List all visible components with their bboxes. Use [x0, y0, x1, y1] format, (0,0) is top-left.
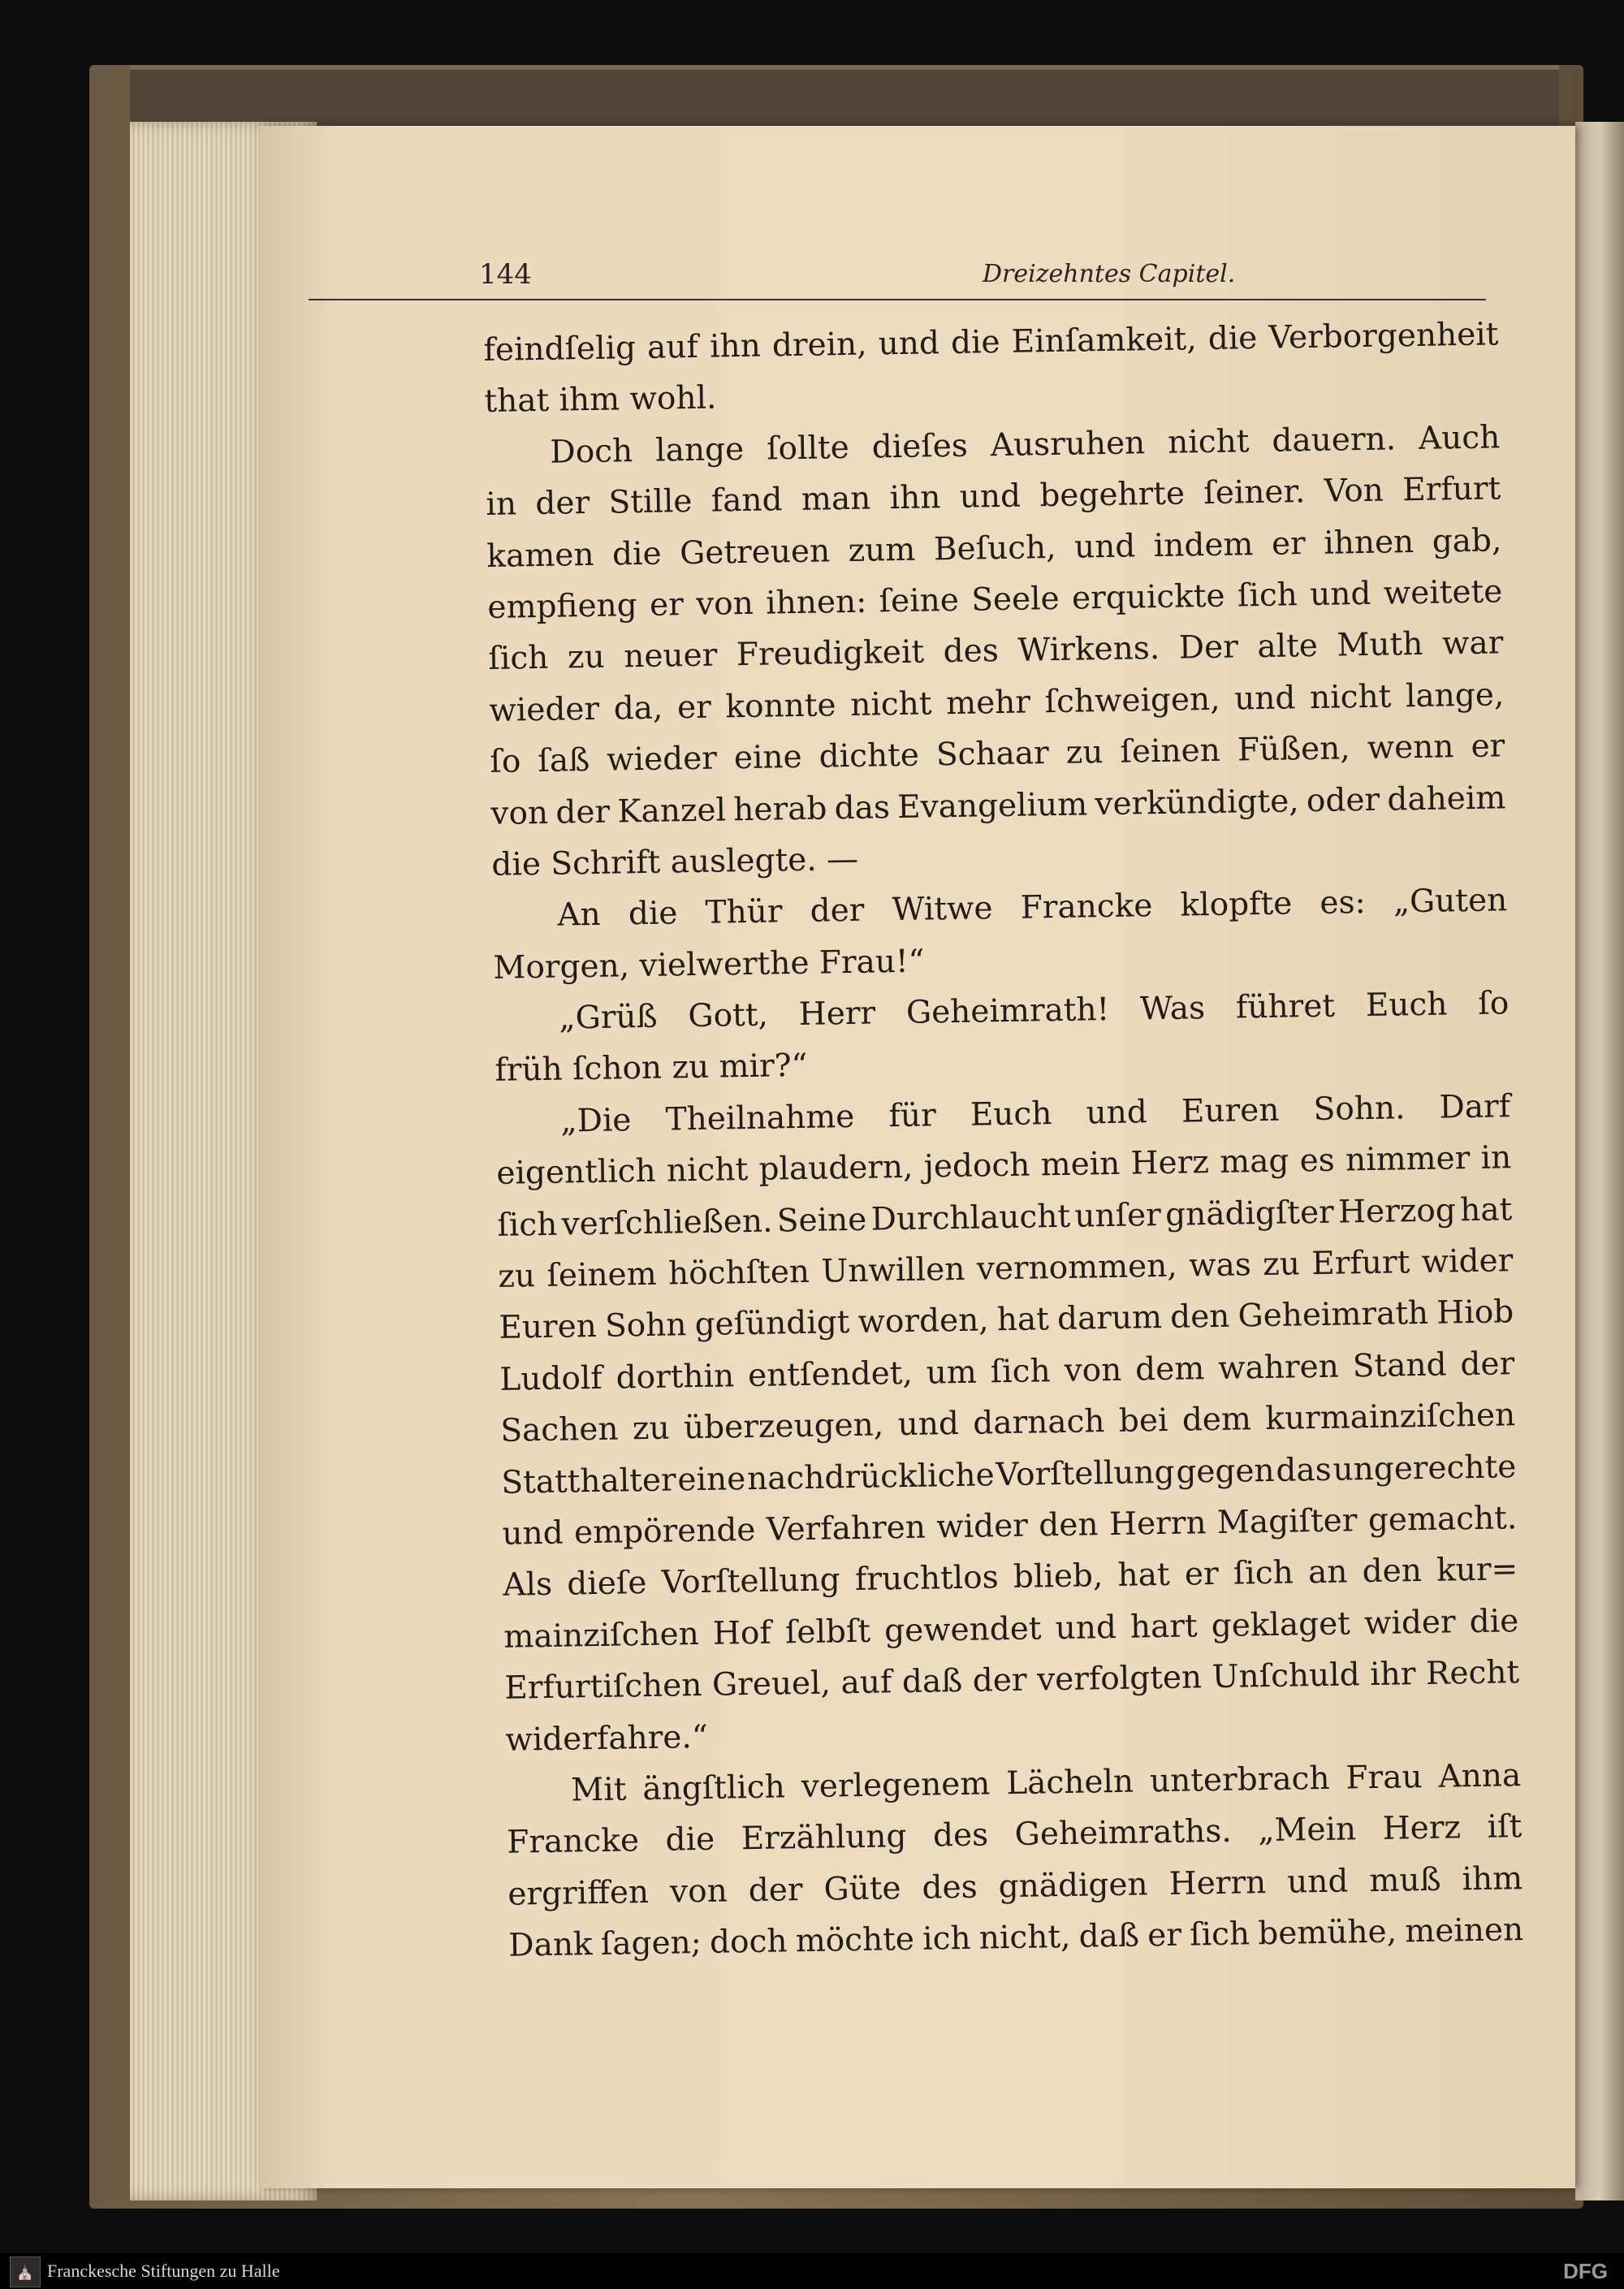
- text-word: Sohn: [604, 1306, 687, 1345]
- text-word: ſich: [990, 1353, 1052, 1391]
- text-word: nicht: [1309, 678, 1392, 716]
- text-word: er: [1271, 525, 1307, 563]
- text-word: ich: [922, 1920, 971, 1958]
- text-word: Was: [1139, 990, 1206, 1028]
- text-word: oder: [1306, 781, 1380, 819]
- footer-funder-logo: DFG: [1563, 2259, 1608, 2283]
- text-word: von: [1064, 1351, 1122, 1389]
- text-word: eine: [733, 739, 803, 777]
- text-word: er: [1147, 1916, 1182, 1954]
- text-word: der: [972, 1661, 1027, 1699]
- text-word: Anna: [1438, 1757, 1522, 1795]
- text-word: daß: [1078, 1917, 1140, 1955]
- text-word: wieder: [606, 740, 718, 779]
- text-word: dichte: [818, 736, 920, 775]
- text-line-content: that ihm wohl.: [484, 379, 717, 421]
- text-word: zum: [848, 531, 916, 569]
- text-word: und: [1309, 575, 1371, 613]
- text-word: lange,: [1405, 676, 1505, 715]
- text-word: Verfahren: [766, 1509, 926, 1548]
- text-word: Vorſtellung: [996, 1453, 1175, 1493]
- text-word: feindſelig: [483, 330, 637, 369]
- text-word: ſagen;: [600, 1924, 702, 1963]
- text-word: möchte: [795, 1921, 915, 1960]
- text-word: Francke: [507, 1822, 640, 1862]
- text-word: ihm: [1462, 1859, 1523, 1898]
- text-word: auf: [840, 1664, 892, 1702]
- page-number: 144: [479, 258, 532, 291]
- text-word: den: [1169, 1298, 1230, 1337]
- text-word: wahren: [1217, 1348, 1340, 1387]
- text-word: eine: [677, 1460, 746, 1499]
- text-word: worden,: [857, 1302, 990, 1341]
- text-word: Mit: [571, 1771, 627, 1809]
- text-word: und: [502, 1514, 564, 1553]
- text-word: geklaget: [1211, 1605, 1351, 1644]
- text-word: indem: [1153, 525, 1254, 564]
- text-word: unſer: [1074, 1196, 1162, 1235]
- text-word: Frau: [1345, 1758, 1423, 1797]
- text-word: dauern.: [1272, 421, 1397, 460]
- text-word: jedoch: [923, 1147, 1030, 1186]
- text-word: mainziſchen: [503, 1615, 700, 1656]
- text-word: erquickte: [1071, 577, 1225, 617]
- text-word: alte: [1257, 628, 1319, 666]
- text-word: ängſtlich: [642, 1769, 786, 1808]
- text-word: es:: [1320, 884, 1367, 922]
- text-word: An: [557, 896, 602, 934]
- text-word: ihnen:: [765, 583, 867, 622]
- text-word: „Mein: [1257, 1811, 1357, 1850]
- chapter-title: Dreizehntes Capitel.: [983, 260, 1236, 288]
- text-word: Doch: [550, 432, 633, 471]
- text-word: gnädigſter: [1164, 1194, 1335, 1233]
- text-word: und: [897, 1406, 960, 1444]
- text-word: Durchlaucht: [870, 1198, 1071, 1238]
- text-word: zu: [567, 639, 605, 676]
- text-word: Erfurt: [1311, 1244, 1410, 1283]
- text-word: wieder: [489, 690, 600, 729]
- text-word: und: [1055, 1609, 1117, 1647]
- text-word: klopfte: [1180, 885, 1293, 924]
- text-word: ſaß: [538, 742, 590, 780]
- text-word: die: [628, 895, 678, 933]
- text-word: höchſten: [667, 1253, 810, 1293]
- text-word: Geheimraths.: [1014, 1813, 1233, 1854]
- text-word: ſeine: [879, 581, 960, 620]
- text-word: ſich: [1189, 1915, 1250, 1954]
- text-word: darnach: [972, 1403, 1105, 1442]
- text-word: Füßen,: [1237, 730, 1351, 769]
- text-word: Gott,: [688, 996, 769, 1035]
- text-word: des: [932, 1816, 989, 1855]
- text-word: für: [888, 1097, 937, 1135]
- text-word: Ausruhen: [990, 424, 1146, 464]
- text-word: meinen: [1404, 1911, 1524, 1950]
- text-word: Euch: [1365, 986, 1448, 1025]
- text-word: Geheimrath: [1237, 1295, 1429, 1335]
- text-word: von: [669, 1872, 728, 1911]
- text-word: kur=: [1436, 1551, 1518, 1590]
- text-word: Erfurt: [1402, 470, 1501, 509]
- text-word: zu: [1065, 734, 1104, 771]
- text-word: wider: [1421, 1242, 1514, 1281]
- text-word: „Guten: [1393, 882, 1508, 921]
- text-word: er: [649, 586, 685, 624]
- text-word: verlegenem: [801, 1765, 991, 1806]
- text-word: unterbrach: [1149, 1760, 1330, 1800]
- text-word: er: [676, 689, 712, 727]
- text-word: der: [535, 485, 590, 523]
- text-word: drein,: [771, 326, 867, 365]
- text-word: in: [1480, 1139, 1512, 1177]
- text-word: dem: [1134, 1350, 1205, 1389]
- text-word: es: [1299, 1142, 1336, 1180]
- text-word: und: [1073, 527, 1136, 566]
- text-word: ſich: [497, 1206, 558, 1244]
- text-word: Stand: [1352, 1346, 1447, 1385]
- text-word: Erzählung: [741, 1818, 907, 1858]
- text-word: der: [555, 793, 611, 831]
- text-word: blieb,: [1013, 1557, 1104, 1596]
- text-word: die: [611, 535, 662, 573]
- text-word: Einſamkeit,: [1011, 321, 1198, 361]
- text-word: ſchweigen,: [1044, 680, 1220, 720]
- text-word: Kanzel: [617, 791, 727, 830]
- text-word: verfolgten: [1036, 1659, 1203, 1699]
- text-word: begehrte: [1039, 475, 1186, 515]
- text-word: vernommen,: [976, 1247, 1178, 1288]
- text-word: nimmer: [1345, 1140, 1471, 1179]
- text-word: Erfurtiſchen: [504, 1667, 702, 1707]
- text-word: das: [834, 788, 891, 827]
- text-word: Verborgenheit: [1268, 316, 1499, 356]
- text-word: Stille: [608, 483, 693, 521]
- text-word: Beſuch,: [933, 529, 1056, 568]
- text-word: Schaar: [935, 735, 1050, 774]
- text-word: ſich: [488, 640, 549, 678]
- text-word: ſich: [1233, 1554, 1294, 1593]
- text-word: des: [922, 1868, 978, 1907]
- body-text: [483, 309, 1524, 1972]
- text-word: Sachen: [500, 1410, 619, 1450]
- text-word: dem: [1181, 1401, 1252, 1439]
- text-word: gewendet: [883, 1610, 1042, 1650]
- text-word: von: [490, 794, 549, 832]
- text-word: nicht: [1167, 422, 1250, 461]
- text-word: verkündigte,: [1095, 782, 1299, 823]
- text-line-content: die Schrift auslegte. —: [491, 840, 859, 883]
- text-word: nicht: [849, 685, 932, 723]
- text-word: Herz: [1130, 1144, 1210, 1182]
- text-word: überzeugen,: [683, 1406, 884, 1447]
- text-word: des: [943, 633, 1000, 671]
- text-word: ſelbſt: [784, 1613, 871, 1652]
- text-word: Von: [1324, 472, 1384, 510]
- text-word: ſeinem: [546, 1255, 658, 1294]
- text-word: nicht,: [978, 1918, 1071, 1957]
- text-word: gegen: [1176, 1452, 1275, 1491]
- text-word: Unwillen: [821, 1250, 965, 1290]
- text-word: um: [926, 1354, 978, 1392]
- text-word: die: [665, 1821, 715, 1859]
- text-word: bemühe,: [1257, 1913, 1397, 1953]
- text-word: Greuel,: [711, 1665, 831, 1704]
- text-word: war: [1441, 624, 1504, 663]
- text-word: ihr: [1369, 1656, 1416, 1694]
- text-word: an: [1307, 1553, 1348, 1592]
- text-word: hat: [996, 1301, 1050, 1339]
- text-word: Hiob: [1436, 1294, 1514, 1332]
- text-word: zu: [1262, 1246, 1301, 1284]
- text-word: die: [1207, 320, 1258, 357]
- text-word: Wirkens.: [1017, 630, 1160, 670]
- text-word: empfieng: [487, 587, 638, 626]
- text-word: muß: [1369, 1861, 1441, 1899]
- text-word: geſündigt: [694, 1304, 850, 1344]
- text-word: und: [1233, 680, 1296, 718]
- text-word: und: [959, 477, 1021, 516]
- text-word: ihn: [709, 327, 762, 365]
- text-word: gnädigen: [998, 1866, 1148, 1905]
- text-word: nachdrückliche: [746, 1456, 995, 1497]
- text-word: entſendet,: [747, 1354, 914, 1394]
- text-word: zu: [498, 1258, 536, 1295]
- text-word: der: [748, 1871, 803, 1909]
- text-word: wider: [935, 1507, 1029, 1546]
- text-word: Als: [503, 1566, 553, 1604]
- text-word: Unſchuld: [1212, 1656, 1360, 1696]
- text-word: ſo: [490, 743, 521, 781]
- text-word: ſollte: [766, 429, 850, 468]
- text-word: Freudigkeit: [736, 633, 925, 674]
- text-word: fruchtlos: [854, 1559, 1000, 1599]
- text-word: Der: [1178, 628, 1239, 667]
- text-word: ſeiner.: [1203, 473, 1306, 512]
- text-word: Muth: [1337, 626, 1423, 664]
- text-word: Thür: [705, 893, 783, 932]
- text-word: führet: [1235, 987, 1336, 1026]
- text-word: Vorſtellung: [661, 1561, 841, 1602]
- text-word: in: [486, 486, 517, 524]
- text-word: ihn: [889, 479, 941, 517]
- footer-institution: Franckesche Stiftungen zu Halle: [47, 2261, 280, 2281]
- building-icon: ⛪: [10, 2257, 41, 2287]
- text-word: dorthin: [615, 1358, 735, 1397]
- text-word: und: [1286, 1863, 1349, 1901]
- text-word: und: [878, 325, 940, 363]
- text-word: fand: [710, 482, 783, 520]
- text-word: Auch: [1418, 419, 1501, 457]
- text-word: lange: [654, 430, 745, 469]
- text-word: Recht: [1425, 1654, 1520, 1693]
- text-word: das: [1276, 1451, 1332, 1489]
- text-word: gab,: [1432, 521, 1502, 560]
- footer-bar: [0, 2253, 1624, 2289]
- text-word: eigentlich: [496, 1153, 657, 1193]
- text-word: Herrn: [1108, 1505, 1207, 1544]
- running-head: [309, 250, 1486, 300]
- text-word: ſeinen: [1120, 732, 1221, 771]
- text-word: dieſes: [871, 427, 969, 466]
- text-word: man: [801, 480, 871, 519]
- text-word: kamen: [486, 536, 594, 575]
- text-word: die: [1469, 1602, 1519, 1640]
- text-word: Witwe: [892, 890, 993, 929]
- text-word: Getreuen: [679, 532, 831, 572]
- text-word: plaudern,: [758, 1149, 914, 1189]
- text-word: Dank: [508, 1926, 593, 1964]
- text-word: bei: [1118, 1402, 1168, 1440]
- text-word: Theilnahme: [665, 1098, 855, 1138]
- text-word: mag: [1219, 1142, 1289, 1181]
- text-word: Güte: [823, 1869, 901, 1908]
- text-word: Lächeln: [1005, 1763, 1134, 1803]
- text-word: ſo: [1477, 985, 1510, 1022]
- text-word: Ludolf: [499, 1359, 603, 1398]
- text-word: ergriffen: [508, 1873, 650, 1913]
- text-word: Evangelium: [896, 785, 1088, 826]
- text-word: „Die: [560, 1102, 632, 1140]
- text-word: zu: [632, 1410, 670, 1448]
- text-line-content: widerfahre.“: [505, 1718, 709, 1759]
- text-word: darum: [1056, 1299, 1163, 1338]
- text-line-content: Morgen, vielwerthe Frau!“: [493, 943, 925, 987]
- text-word: von: [695, 585, 754, 623]
- text-word: Herrn: [1168, 1864, 1267, 1902]
- text-word: empörende: [573, 1511, 756, 1552]
- text-word: die: [950, 324, 1000, 361]
- text-word: Darf: [1439, 1088, 1511, 1126]
- text-word: neuer: [623, 637, 718, 676]
- text-word: Euch: [970, 1095, 1052, 1134]
- text-word: nicht: [666, 1151, 749, 1190]
- text-word: er: [1184, 1556, 1220, 1593]
- text-word: Magiſter: [1216, 1502, 1358, 1541]
- text-word: Herzog: [1337, 1191, 1457, 1231]
- text-word: er: [1471, 728, 1505, 766]
- text-word: Geheimrath!: [905, 991, 1110, 1031]
- text-word: Seine: [776, 1201, 867, 1240]
- text-word: auf: [646, 328, 699, 366]
- text-word: kurmainziſchen: [1265, 1397, 1516, 1438]
- text-word: iſt: [1487, 1808, 1522, 1846]
- text-word: konnte: [725, 686, 836, 726]
- text-word: Herz: [1382, 1809, 1462, 1848]
- text-word: Sohn.: [1313, 1090, 1406, 1128]
- text-word: mein: [1040, 1146, 1121, 1184]
- text-word: daß: [901, 1663, 963, 1701]
- text-line-content: früh ſchon zu mir?“: [495, 1047, 808, 1090]
- text-word: dieſe: [566, 1565, 647, 1603]
- text-word: mehr: [945, 684, 1031, 722]
- text-word: den: [1039, 1506, 1099, 1544]
- text-word: der: [1460, 1345, 1515, 1384]
- text-word: wider: [1363, 1604, 1456, 1642]
- text-word: Statthalter: [501, 1462, 676, 1501]
- text-word: doch: [709, 1923, 788, 1961]
- text-word: ſich: [1237, 577, 1298, 615]
- text-word: den: [1362, 1553, 1423, 1591]
- text-word: Herr: [798, 995, 876, 1034]
- text-word: wenn: [1367, 728, 1454, 767]
- text-word: ihnen: [1323, 523, 1415, 562]
- text-word: „Grüß: [559, 998, 658, 1037]
- text-word: der: [810, 892, 865, 931]
- text-word: verſchließen.: [561, 1203, 773, 1243]
- text-word: hat: [1459, 1190, 1513, 1229]
- book-right-edge: [1575, 122, 1624, 2200]
- text-word: daheim: [1387, 779, 1506, 818]
- text-word: gemacht.: [1367, 1500, 1518, 1540]
- text-word: was: [1188, 1246, 1252, 1285]
- text-word: Hof: [712, 1614, 772, 1652]
- text-word: herab: [732, 789, 827, 828]
- text-word: weitete: [1383, 573, 1503, 612]
- text-word: Euren: [499, 1308, 598, 1347]
- text-word: und: [1086, 1094, 1148, 1132]
- text-word: Seele: [970, 580, 1060, 619]
- text-word: ungerechte: [1332, 1448, 1517, 1488]
- text-word: Euren: [1181, 1091, 1280, 1130]
- book-top-edge: [130, 65, 1559, 127]
- text-word: Francke: [1020, 888, 1153, 926]
- text-word: hart: [1129, 1608, 1199, 1646]
- text-word: hat: [1117, 1557, 1171, 1595]
- text-word: da,: [613, 689, 663, 728]
